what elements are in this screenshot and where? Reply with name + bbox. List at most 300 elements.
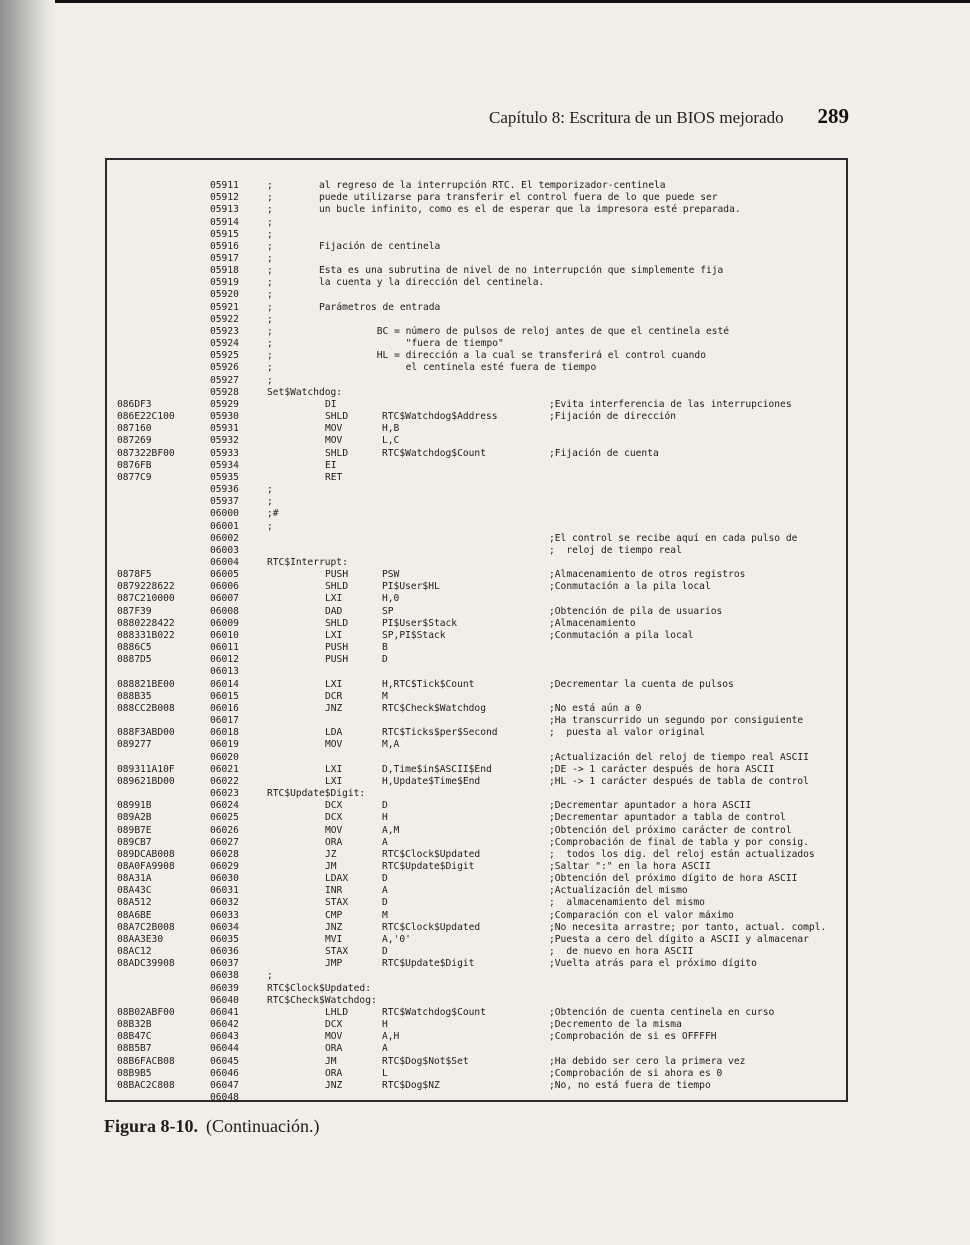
line-number: 05937 xyxy=(210,496,239,508)
line-number: 05925 xyxy=(210,350,239,362)
code-comment: ;Obtención del próximo dígito de hora ASCII xyxy=(549,873,798,885)
mnemonic: JM xyxy=(325,861,337,872)
address: 08A6 xyxy=(117,909,141,921)
listing-row xyxy=(107,1080,846,1092)
comment-text: ; Fijación de centinela xyxy=(267,240,441,252)
line-number: 06007 xyxy=(210,593,239,605)
operand: D xyxy=(382,873,388,885)
figure-caption-text: (Continuación.) xyxy=(206,1116,320,1136)
line-number: 06024 xyxy=(210,800,239,812)
address: 08AD xyxy=(117,958,141,970)
machine-code: F3 xyxy=(140,398,152,410)
mnemonic: LXI xyxy=(325,593,343,605)
line-number: 06047 xyxy=(210,1079,239,1091)
operand: H,B xyxy=(382,423,400,435)
line-number: 06033 xyxy=(210,909,239,921)
machine-code: D5 xyxy=(140,654,152,666)
mnemonic: STAX xyxy=(325,946,349,958)
page-number: 289 xyxy=(817,104,849,128)
comment-text: ; xyxy=(267,216,273,228)
listing-row xyxy=(107,472,846,484)
listing-row xyxy=(107,1056,846,1068)
comment-text: ; xyxy=(267,374,273,386)
address: 089A xyxy=(117,812,141,824)
address: 08B9 xyxy=(117,1067,141,1079)
line-number: 05912 xyxy=(210,192,239,204)
mnemonic: PUSH xyxy=(325,569,349,581)
address: 087C xyxy=(117,593,141,605)
line-number: 06035 xyxy=(210,933,239,945)
address: 08AC xyxy=(117,946,141,958)
code-comment: ; puesta al valor original xyxy=(549,727,705,739)
listing-row xyxy=(107,423,846,435)
operand: A,M xyxy=(382,824,400,836)
address: 086D xyxy=(117,398,141,410)
line-number: 06012 xyxy=(210,654,239,666)
comment-text: ; puede utilizarse para transferir el control fuera de lo que puede ser xyxy=(267,192,718,204)
mnemonic: DCX xyxy=(325,1019,343,1030)
listing-row xyxy=(107,508,846,520)
listing-row xyxy=(107,302,846,314)
line-number: 06025 xyxy=(210,812,239,824)
mnemonic: SHLD xyxy=(325,411,349,422)
line-number: 06001 xyxy=(210,520,239,532)
address: 089C xyxy=(117,836,141,848)
address: 088B xyxy=(117,690,141,702)
listing-row xyxy=(107,679,846,691)
machine-code: 69 xyxy=(140,435,152,447)
address: 0893 xyxy=(117,763,141,775)
line-number: 05926 xyxy=(210,362,239,374)
machine-code: 2B xyxy=(140,812,152,824)
code-comment: ;Comparación con el valor máximo xyxy=(549,909,734,921)
listing-row xyxy=(107,788,846,800)
machine-code: 2B xyxy=(140,1019,152,1030)
line-number: 06002 xyxy=(210,532,239,544)
code-comment: ;Puesta a cero del dígito a ASCII y almacenar xyxy=(549,933,809,945)
book-spine-shadow xyxy=(0,0,55,1245)
listing-row xyxy=(107,241,846,253)
line-number: 05920 xyxy=(210,289,239,301)
code-comment: ;DE -> 1 carácter después de hora ASCII xyxy=(549,763,775,775)
figure-label: Figura 8-10. xyxy=(104,1116,198,1136)
address: 08A0 xyxy=(117,861,141,872)
mnemonic: LHLD xyxy=(325,1006,349,1018)
comment-text: ;# xyxy=(267,508,279,520)
listing-row xyxy=(107,727,846,739)
comment-text: ; HL = dirección a la cual se transferirá el control cuando xyxy=(267,350,706,362)
machine-code: 11A10F xyxy=(140,763,175,775)
listing-row xyxy=(107,314,846,326)
code-comment: ;Decremento de la misma xyxy=(549,1019,682,1030)
machine-code: 1B xyxy=(140,800,152,812)
address: 0892 xyxy=(117,739,141,751)
listing-row xyxy=(107,338,846,350)
machine-code: 3C xyxy=(140,885,152,897)
machine-code: FACB08 xyxy=(140,1055,175,1067)
address: 08BA xyxy=(117,1079,141,1091)
listing-row xyxy=(107,764,846,776)
listing-row xyxy=(107,350,846,362)
mnemonic: LXI xyxy=(325,678,343,690)
line-number: 06045 xyxy=(210,1055,239,1067)
machine-code: 7E xyxy=(140,824,152,836)
operand: L,C xyxy=(382,435,400,447)
line-number: 06044 xyxy=(210,1043,239,1055)
line-number: 05933 xyxy=(210,447,239,459)
code-comment: ;Almacenamiento de otros registros xyxy=(549,569,746,581)
operand: M,A xyxy=(382,739,400,751)
machine-code: BE xyxy=(140,909,152,921)
code-label: RTC$Update$Digit: xyxy=(267,788,366,799)
address: 087F xyxy=(117,605,141,617)
line-number: 06009 xyxy=(210,617,239,629)
machine-code: 22C100 xyxy=(140,411,175,422)
figure-caption xyxy=(104,1116,319,1137)
mnemonic: MVI xyxy=(325,933,343,945)
mnemonic: MOV xyxy=(325,824,343,836)
operand: M xyxy=(382,909,388,921)
listing-row xyxy=(107,569,846,581)
listing-row xyxy=(107,484,846,496)
machine-code: C2C808 xyxy=(140,1079,175,1091)
line-number: 06004 xyxy=(210,557,239,568)
operand: D xyxy=(382,946,388,958)
listing-row xyxy=(107,204,846,216)
listing-row xyxy=(107,995,846,1007)
machine-code: 12 xyxy=(140,946,152,958)
line-number: 05913 xyxy=(210,204,239,216)
line-number: 05916 xyxy=(210,240,239,252)
machine-code: C9 xyxy=(140,471,152,483)
address: 08B6 xyxy=(117,1055,141,1067)
comment-text: ; "fuera de tiempo" xyxy=(267,338,504,350)
listing-row xyxy=(107,521,846,533)
code-comment: ;Obtención del próximo carácter de control xyxy=(549,824,792,836)
operand: RTC$Clock$Updated xyxy=(382,921,481,933)
code-comment: ;El control se recibe aquí en cada pulso de xyxy=(549,532,798,544)
machine-code: FB xyxy=(140,459,152,471)
listing-row xyxy=(107,630,846,642)
line-number: 05930 xyxy=(210,411,239,422)
machine-code: 39 xyxy=(140,605,152,617)
mnemonic: ORA xyxy=(325,1043,343,1055)
listing-row xyxy=(107,1092,846,1104)
mnemonic: INR xyxy=(325,885,343,897)
listing-row xyxy=(107,812,846,824)
line-number: 05921 xyxy=(210,301,239,313)
address: 0896 xyxy=(117,775,141,787)
listing-row xyxy=(107,229,846,241)
listing-row xyxy=(107,666,846,678)
listing-row xyxy=(107,691,846,703)
mnemonic: LXI xyxy=(325,763,343,775)
operand: RTC$Dog$Not$Set xyxy=(382,1055,469,1067)
machine-code: CAB008 xyxy=(140,848,175,860)
comment-text: ; Parámetros de entrada xyxy=(267,301,441,313)
listing-row xyxy=(107,825,846,837)
code-comment: ;Vuelta atrás para el próximo dígito xyxy=(549,958,757,970)
listing-row xyxy=(107,1007,846,1019)
address: 0888 xyxy=(117,678,141,690)
machine-code: 21BE00 xyxy=(140,678,175,690)
listing-row xyxy=(107,946,846,958)
line-number: 06041 xyxy=(210,1006,239,1018)
address: 08A5 xyxy=(117,897,141,909)
line-number: 06010 xyxy=(210,629,239,641)
operand: RTC$Check$Watchdog xyxy=(382,702,486,714)
listing-row xyxy=(107,910,846,922)
listing-row xyxy=(107,1019,846,1031)
listing-row xyxy=(107,618,846,630)
code-comment: ;Evita interferencia de las interrupciones xyxy=(549,398,792,410)
code-comment: ;Obtención de pila de usuarios xyxy=(549,605,723,617)
machine-code: 60 xyxy=(140,423,152,435)
top-edge-shadow xyxy=(0,0,970,3)
comment-text: ; xyxy=(267,970,273,982)
machine-code: 3ABD00 xyxy=(140,727,175,739)
listing-row xyxy=(107,496,846,508)
code-label: RTC$Check$Watchdog: xyxy=(267,994,377,1006)
listing-row xyxy=(107,192,846,204)
operand: RTC$Clock$Updated xyxy=(382,848,481,860)
comment-text: ; un bucle infinito, como es el de esperar que la impresora esté preparada. xyxy=(267,204,741,216)
comment-text: ; xyxy=(267,520,273,532)
line-number: 05934 xyxy=(210,459,239,471)
listing-row xyxy=(107,1068,846,1080)
page-header xyxy=(489,104,849,134)
listing-row xyxy=(107,448,846,460)
machine-code: 228422 xyxy=(140,617,175,629)
code-comment: ;Actualización del mismo xyxy=(549,885,688,897)
machine-code: 77 xyxy=(140,739,152,751)
listing-row xyxy=(107,557,846,569)
mnemonic: MOV xyxy=(325,423,343,435)
code-comment: ; de nuevo en hora ASCII xyxy=(549,946,694,958)
listing-row xyxy=(107,970,846,982)
operand: PI$User$Stack xyxy=(382,617,458,629)
operand: PI$User$HL xyxy=(382,581,440,593)
operand: A xyxy=(382,885,388,897)
line-number: 06030 xyxy=(210,873,239,885)
line-number: 06005 xyxy=(210,569,239,581)
line-number: 06026 xyxy=(210,824,239,836)
address: 0899 xyxy=(117,800,141,812)
code-comment: ;Actualización del reloj de tiempo real ASCII xyxy=(549,751,809,763)
address: 0886 xyxy=(117,642,141,654)
operand: M xyxy=(382,690,388,702)
line-number: 05923 xyxy=(210,325,239,337)
line-number: 06019 xyxy=(210,739,239,751)
comment-text: ; xyxy=(267,313,273,325)
line-number: 05918 xyxy=(210,265,239,277)
mnemonic: LDA xyxy=(325,727,343,739)
operand: D,Time$in$ASCII$End xyxy=(382,763,492,775)
comment-text: ; xyxy=(267,289,273,301)
mnemonic: JNZ xyxy=(325,1079,343,1091)
line-number: 06020 xyxy=(210,751,239,763)
mnemonic: SHLD xyxy=(325,617,349,629)
operand: SP xyxy=(382,605,394,617)
code-comment: ;No está aún a 0 xyxy=(549,702,642,714)
listing-row xyxy=(107,435,846,447)
line-number: 06036 xyxy=(210,946,239,958)
address: 08B3 xyxy=(117,1019,141,1030)
listing-row xyxy=(107,253,846,265)
line-number: 05929 xyxy=(210,398,239,410)
comment-text: ; la cuenta y la dirección del centinela. xyxy=(267,277,545,289)
mnemonic: SHLD xyxy=(325,447,349,459)
listing-row xyxy=(107,958,846,970)
machine-code: 210000 xyxy=(140,593,175,605)
machine-code: 22BF00 xyxy=(140,447,175,459)
code-comment: ;No, no está fuera de tiempo xyxy=(549,1079,711,1091)
machine-code: B7 xyxy=(140,836,152,848)
code-comment: ;No necesita arrastre; por tanto, actual. compl. xyxy=(549,921,827,933)
listing-row xyxy=(107,326,846,338)
code-comment: ;Comprobación de si ahora es 0 xyxy=(549,1067,723,1079)
line-number: 06008 xyxy=(210,605,239,617)
code-comment: ;Ha debido ser cero la primera vez xyxy=(549,1055,746,1067)
mnemonic: STAX xyxy=(325,897,349,909)
line-number: 06042 xyxy=(210,1019,239,1030)
line-number: 06021 xyxy=(210,763,239,775)
address: 08A4 xyxy=(117,885,141,897)
mnemonic: PUSH xyxy=(325,642,349,654)
machine-code: C5 xyxy=(140,642,152,654)
code-comment: ; reloj de tiempo real xyxy=(549,544,682,556)
listing-row xyxy=(107,593,846,605)
listing-row xyxy=(107,399,846,411)
listing-row xyxy=(107,289,846,301)
line-number: 05919 xyxy=(210,277,239,289)
code-comment: ;Comprobación de final de tabla y por consig. xyxy=(549,836,809,848)
operand: D xyxy=(382,800,388,812)
code-comment: ;HL -> 1 carácter después de tabla de control xyxy=(549,775,809,787)
machine-code: 21BD00 xyxy=(140,775,175,787)
listing-row xyxy=(107,922,846,934)
line-number: 06003 xyxy=(210,544,239,556)
comment-text: ; xyxy=(267,228,273,240)
mnemonic: DI xyxy=(325,398,337,410)
operand: H xyxy=(382,812,388,824)
address: 0879 xyxy=(117,581,141,593)
address: 0872 xyxy=(117,435,141,447)
line-number: 05935 xyxy=(210,471,239,483)
code-comment: ; almacenamiento del mismo xyxy=(549,897,705,909)
operand: D xyxy=(382,654,388,666)
address: 08B4 xyxy=(117,1031,141,1043)
address: 0871 xyxy=(117,423,141,435)
listing-row xyxy=(107,375,846,387)
listing-row xyxy=(107,642,846,654)
operand: SP,PI$Stack xyxy=(382,629,446,641)
address: 089B xyxy=(117,824,141,836)
machine-code: 12 xyxy=(140,897,152,909)
line-number: 06017 xyxy=(210,715,239,726)
line-number: 05931 xyxy=(210,423,239,435)
line-number: 06032 xyxy=(210,897,239,909)
comment-text: ; xyxy=(267,496,273,508)
listing-row xyxy=(107,739,846,751)
machine-code: 3E30 xyxy=(140,933,164,945)
address: 0873 xyxy=(117,447,141,459)
operand: RTC$Watchdog$Count xyxy=(382,1006,486,1018)
mnemonic: MOV xyxy=(325,739,343,751)
machine-code: 2ABF00 xyxy=(140,1006,175,1018)
line-number: 05927 xyxy=(210,374,239,386)
mnemonic: DCX xyxy=(325,800,343,812)
code-comment: ;Conmutación a la pila local xyxy=(549,581,711,593)
line-number: 06015 xyxy=(210,690,239,702)
listing-row xyxy=(107,533,846,545)
address: 0883 xyxy=(117,629,141,641)
address: 089D xyxy=(117,848,141,860)
mnemonic: LXI xyxy=(325,775,343,787)
code-label: RTC$Interrupt: xyxy=(267,557,348,568)
address: 08AA xyxy=(117,933,141,945)
line-number: 06040 xyxy=(210,994,239,1006)
line-number: 05915 xyxy=(210,228,239,240)
address: 08B0 xyxy=(117,1006,141,1018)
listing-row xyxy=(107,362,846,374)
line-number: 06016 xyxy=(210,702,239,714)
mnemonic: ORA xyxy=(325,1067,343,1079)
listing-row xyxy=(107,715,846,727)
operand: H,RTC$Tick$Count xyxy=(382,678,475,690)
address: 08A7 xyxy=(117,921,141,933)
mnemonic: JNZ xyxy=(325,702,343,714)
operand: H,Update$Time$End xyxy=(382,775,481,787)
machine-code: 7C xyxy=(140,1031,152,1043)
machine-code: C39908 xyxy=(140,958,175,970)
listing-row xyxy=(107,180,846,192)
machine-code: C2B008 xyxy=(140,921,175,933)
address: 08B5 xyxy=(117,1043,141,1055)
listing-row xyxy=(107,885,846,897)
mnemonic: SHLD xyxy=(325,581,349,593)
comment-text: ; Esta es una subrutina de nivel de no interrupción que simplemente fija xyxy=(267,265,724,277)
listing-row xyxy=(107,703,846,715)
code-comment: ;Fijación de dirección xyxy=(549,411,677,422)
line-number: 05936 xyxy=(210,484,239,495)
listing-row xyxy=(107,1043,846,1055)
mnemonic: JMP xyxy=(325,958,343,970)
listing-row xyxy=(107,217,846,229)
line-number: 06031 xyxy=(210,885,239,897)
listing-row xyxy=(107,277,846,289)
address: 0887 xyxy=(117,654,141,666)
listing-row xyxy=(107,752,846,764)
code-comment: ;Almacenamiento xyxy=(549,617,636,629)
code-comment: ;Decrementar la cuenta de pulsos xyxy=(549,678,734,690)
listing-row xyxy=(107,873,846,885)
line-number: 06027 xyxy=(210,836,239,848)
machine-code: 35 xyxy=(140,690,152,702)
comment-text: ; xyxy=(267,484,273,495)
mnemonic: MOV xyxy=(325,435,343,447)
operand: H xyxy=(382,1019,388,1030)
line-number: 05911 xyxy=(210,180,239,191)
operand: RTC$Dog$NZ xyxy=(382,1079,440,1091)
machine-code: B7 xyxy=(140,1043,152,1055)
listing-row xyxy=(107,776,846,788)
code-comment: ;Obtención de cuenta centinela en curso xyxy=(549,1006,775,1018)
listing-row xyxy=(107,581,846,593)
operand: RTC$Watchdog$Address xyxy=(382,411,498,422)
mnemonic: DCR xyxy=(325,690,343,702)
mnemonic: MOV xyxy=(325,1031,343,1043)
